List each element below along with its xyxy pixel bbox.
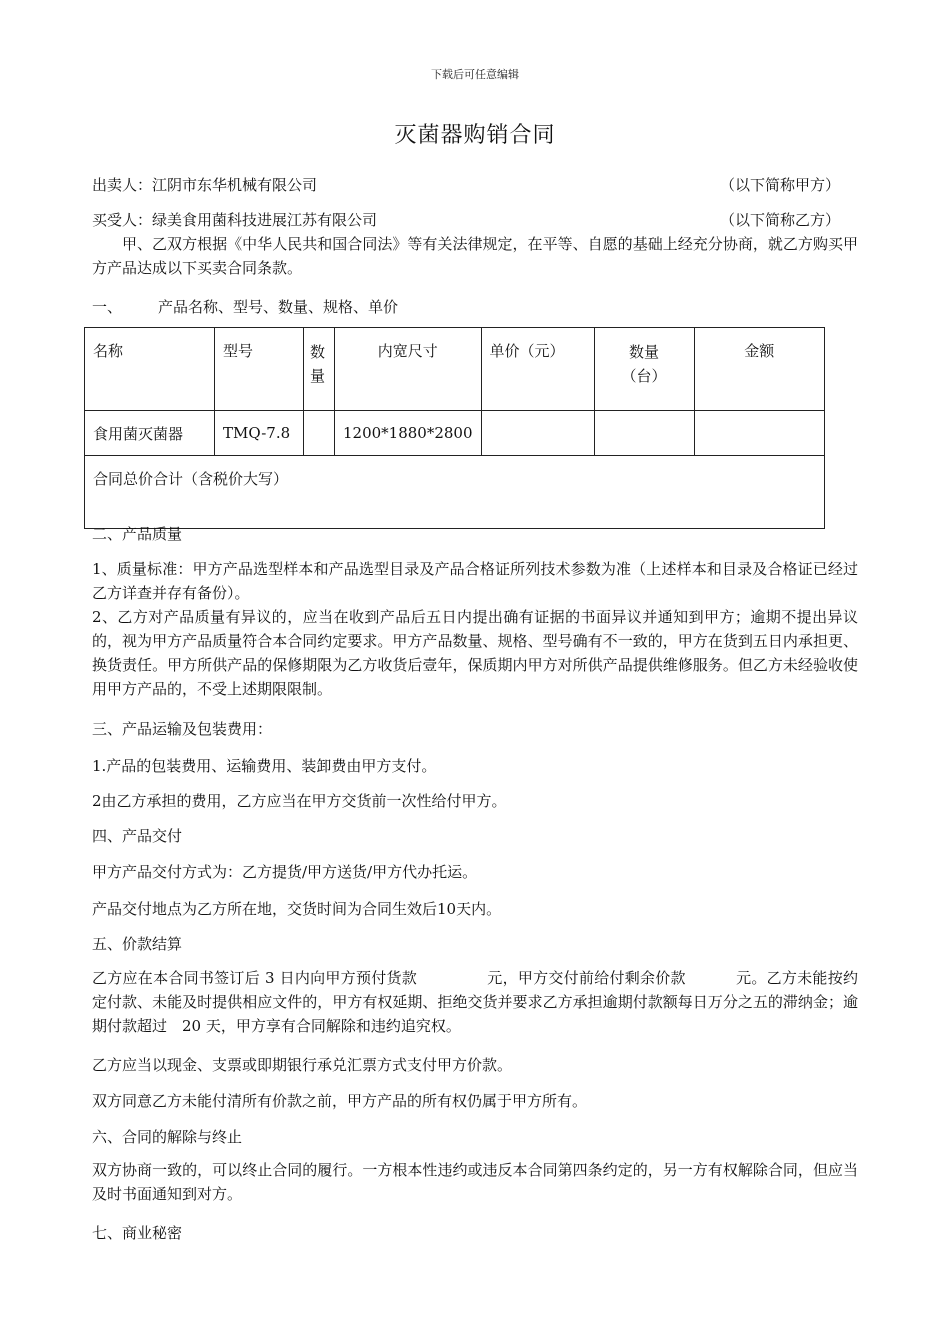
header-units: 数量（台）	[594, 328, 694, 411]
section5-p1b: 元，甲方交付前给付剩余价款	[487, 969, 686, 987]
section7-title: 七、商业秘密	[92, 1224, 183, 1242]
total-label: 合同总价合计（含税价大写）	[85, 456, 825, 529]
header-price: 单价（元）	[481, 328, 594, 411]
cell-name: 食用菌灭菌器	[85, 411, 215, 456]
section3-title: 三、产品运输及包装费用：	[92, 720, 273, 738]
section6-title: 六、合同的解除与终止	[92, 1128, 243, 1146]
document-title: 灭菌器购销合同	[394, 123, 556, 148]
buyer-note: （以下简称乙方）	[719, 211, 840, 229]
seller-line: 出卖人：江阴市东华机械有限公司	[92, 176, 318, 194]
section4-title: 四、产品交付	[92, 827, 183, 845]
section2-title: 二、产品质量	[92, 525, 183, 543]
section5-p1	[92, 966, 858, 1038]
cell-amount	[694, 411, 824, 456]
header-amount: 金额	[694, 328, 824, 411]
section3-p1: 1.产品的包装费用、运输费用、装卸费由甲方支付。	[92, 757, 437, 775]
buyer-line: 买受人：绿美食用菌科技进展江苏有限公司	[92, 211, 378, 229]
header-model: 型号	[215, 328, 304, 411]
section3-p2: 2由乙方承担的费用，乙方应当在甲方交货前一次性给付甲方。	[92, 792, 507, 810]
header-name: 名称	[85, 328, 215, 411]
section2-p1: 1、质量标准：甲方产品选型样本和产品选型目录及产品合格证所列技术参数为准（上述样本和目录及合格证已经过乙方详查并存有备份）。	[92, 560, 858, 602]
page-header: 下载后可任意编辑	[431, 68, 519, 81]
section5-p1a: 乙方应在本合同书签订后 3 日内向甲方预付货款	[92, 969, 418, 987]
table-total-row	[85, 456, 825, 529]
section5-p2: 乙方应当以现金、支票或即期银行承兑汇票方式支付甲方价款。	[92, 1056, 513, 1074]
section5-p1c: 元。乙方未能按约定付款、未能及时提供相应文件的，甲方有权延期、拒绝交货并要求乙方承担逾期付款额每日万分之五的滞纳金；逾期付款超过 20 天，甲方享有合同解除和违约追究权。	[92, 969, 858, 1035]
intro-paragraph: 甲、乙双方根据《中华人民共和国合同法》等有关法律规定，在平等、自愿的基础上经充分协商，就乙方购买甲方产品达成以下买卖合同条款。	[92, 235, 858, 277]
header-size: 内宽尺寸	[335, 328, 482, 411]
section1-title: 产品名称、型号、数量、规格、单价	[158, 298, 399, 316]
table-row	[85, 411, 825, 456]
seller-note: （以下简称甲方）	[719, 176, 840, 194]
cell-size: 1200*1880*2800	[335, 411, 482, 456]
section5-title: 五、价款结算	[92, 935, 183, 953]
section2-p2: 2、乙方对产品质量有异议的，应当在收到产品后五日内提出确有证据的书面异议并通知到甲方；逾期不提出异议的，视为甲方产品质量符合本合同约定要求。甲方产品数量、规格、型号确有不一致的，甲方在货到五日内承担更、换货责任。甲方所供产品的保修期限为乙方收货后壹年，保质期内甲方对所供产品提供维修服务。但乙方未经验收使用甲方产品的，不受上述期限限制。	[92, 608, 858, 698]
section4-p1: 甲方产品交付方式为：乙方提货/甲方送货/甲方代办托运。	[92, 863, 478, 881]
cell-model: TMQ-7.8	[215, 411, 304, 456]
header-qty: 数量	[304, 328, 335, 411]
section5-p3: 双方同意乙方未能付清所有价款之前，甲方产品的所有权仍属于甲方所有。	[92, 1092, 588, 1110]
cell-qty	[304, 411, 335, 456]
table-header-row	[85, 328, 825, 411]
section1-number: 一、	[92, 298, 123, 316]
section6-p1: 双方协商一致的，可以终止合同的履行。一方根本性违约或违反本合同第四条约定的，另一方有权解除合同，但应当及时书面通知到对方。	[92, 1161, 858, 1203]
cell-units	[594, 411, 694, 456]
cell-price	[481, 411, 594, 456]
section4-p2: 产品交付地点为乙方所在地，交货时间为合同生效后10天内。	[92, 900, 502, 918]
product-table	[84, 327, 825, 529]
